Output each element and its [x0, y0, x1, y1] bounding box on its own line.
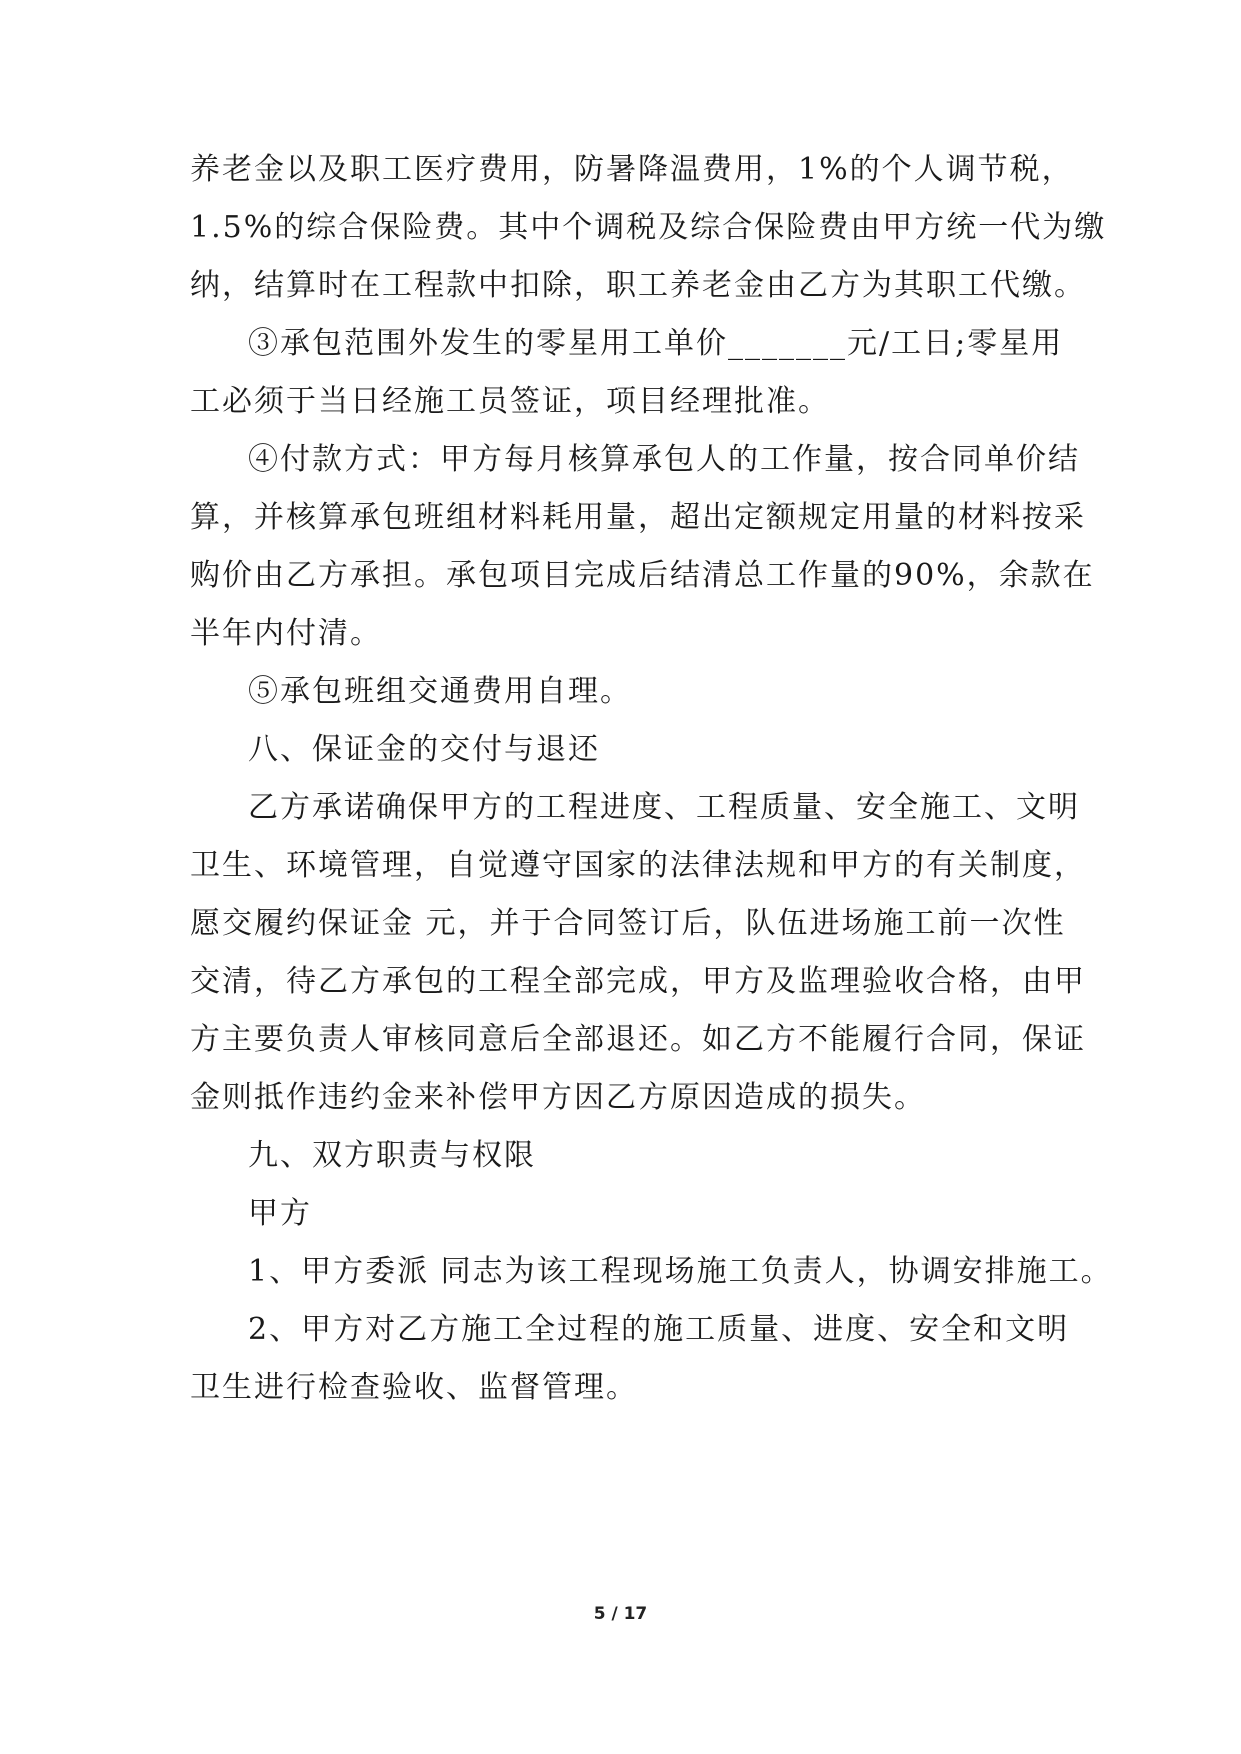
text-line: 交清，待乙方承包的工程全部完成，甲方及监理验收合格，由甲	[190, 964, 1086, 999]
text-line: 算，并核算承包班组材料耗用量，超出定额规定用量的材料按采	[190, 500, 1086, 535]
text-line: 1.5%的综合保险费。其中个调税及综合保险费由甲方统一代为缴	[190, 210, 1107, 245]
text-line: 愿交履约保证金 元，并于合同签订后，队伍进场施工前一次性	[190, 906, 1066, 941]
text-line: ⑤承包班组交通费用自理。	[248, 674, 632, 709]
text-line: 卫生进行检查验收、监督管理。	[190, 1370, 638, 1405]
text-line: 半年内付清。	[190, 616, 382, 651]
text-line: 金则抵作违约金来补偿甲方因乙方原因造成的损失。	[190, 1080, 926, 1115]
text-line: 卫生、环境管理，自觉遵守国家的法律法规和甲方的有关制度，	[190, 848, 1086, 883]
page-number: 5 / 17	[593, 1604, 648, 1624]
subsection-heading: 甲方	[248, 1196, 312, 1231]
text-line: 纳，结算时在工程款中扣除，职工养老金由乙方为其职工代缴。	[190, 268, 1086, 303]
section-heading: 九、双方职责与权限	[248, 1138, 536, 1173]
text-line: 1、甲方委派 同志为该工程现场施工负责人，协调安排施工。	[248, 1254, 1113, 1289]
text-line: ④付款方式：甲方每月核算承包人的工作量，按合同单价结	[248, 442, 1080, 477]
text-line: 方主要负责人审核同意后全部退还。如乙方不能履行合同，保证	[190, 1022, 1086, 1057]
text-line: 购价由乙方承担。承包项目完成后结清总工作量的90%，余款在	[190, 558, 1095, 593]
section-heading: 八、保证金的交付与退还	[248, 732, 600, 767]
text-line: 乙方承诺确保甲方的工程进度、工程质量、安全施工、文明	[248, 790, 1080, 825]
text-line: 2、甲方对乙方施工全过程的施工质量、进度、安全和文明	[248, 1312, 1070, 1347]
text-line: 工必须于当日经施工员签证，项目经理批准。	[190, 384, 830, 419]
text-line: ③承包范围外发生的零星用工单价_______元/工日;零星用	[248, 326, 1064, 361]
text-line: 养老金以及职工医疗费用，防暑降温费用，1%的个人调节税，	[190, 152, 1074, 187]
